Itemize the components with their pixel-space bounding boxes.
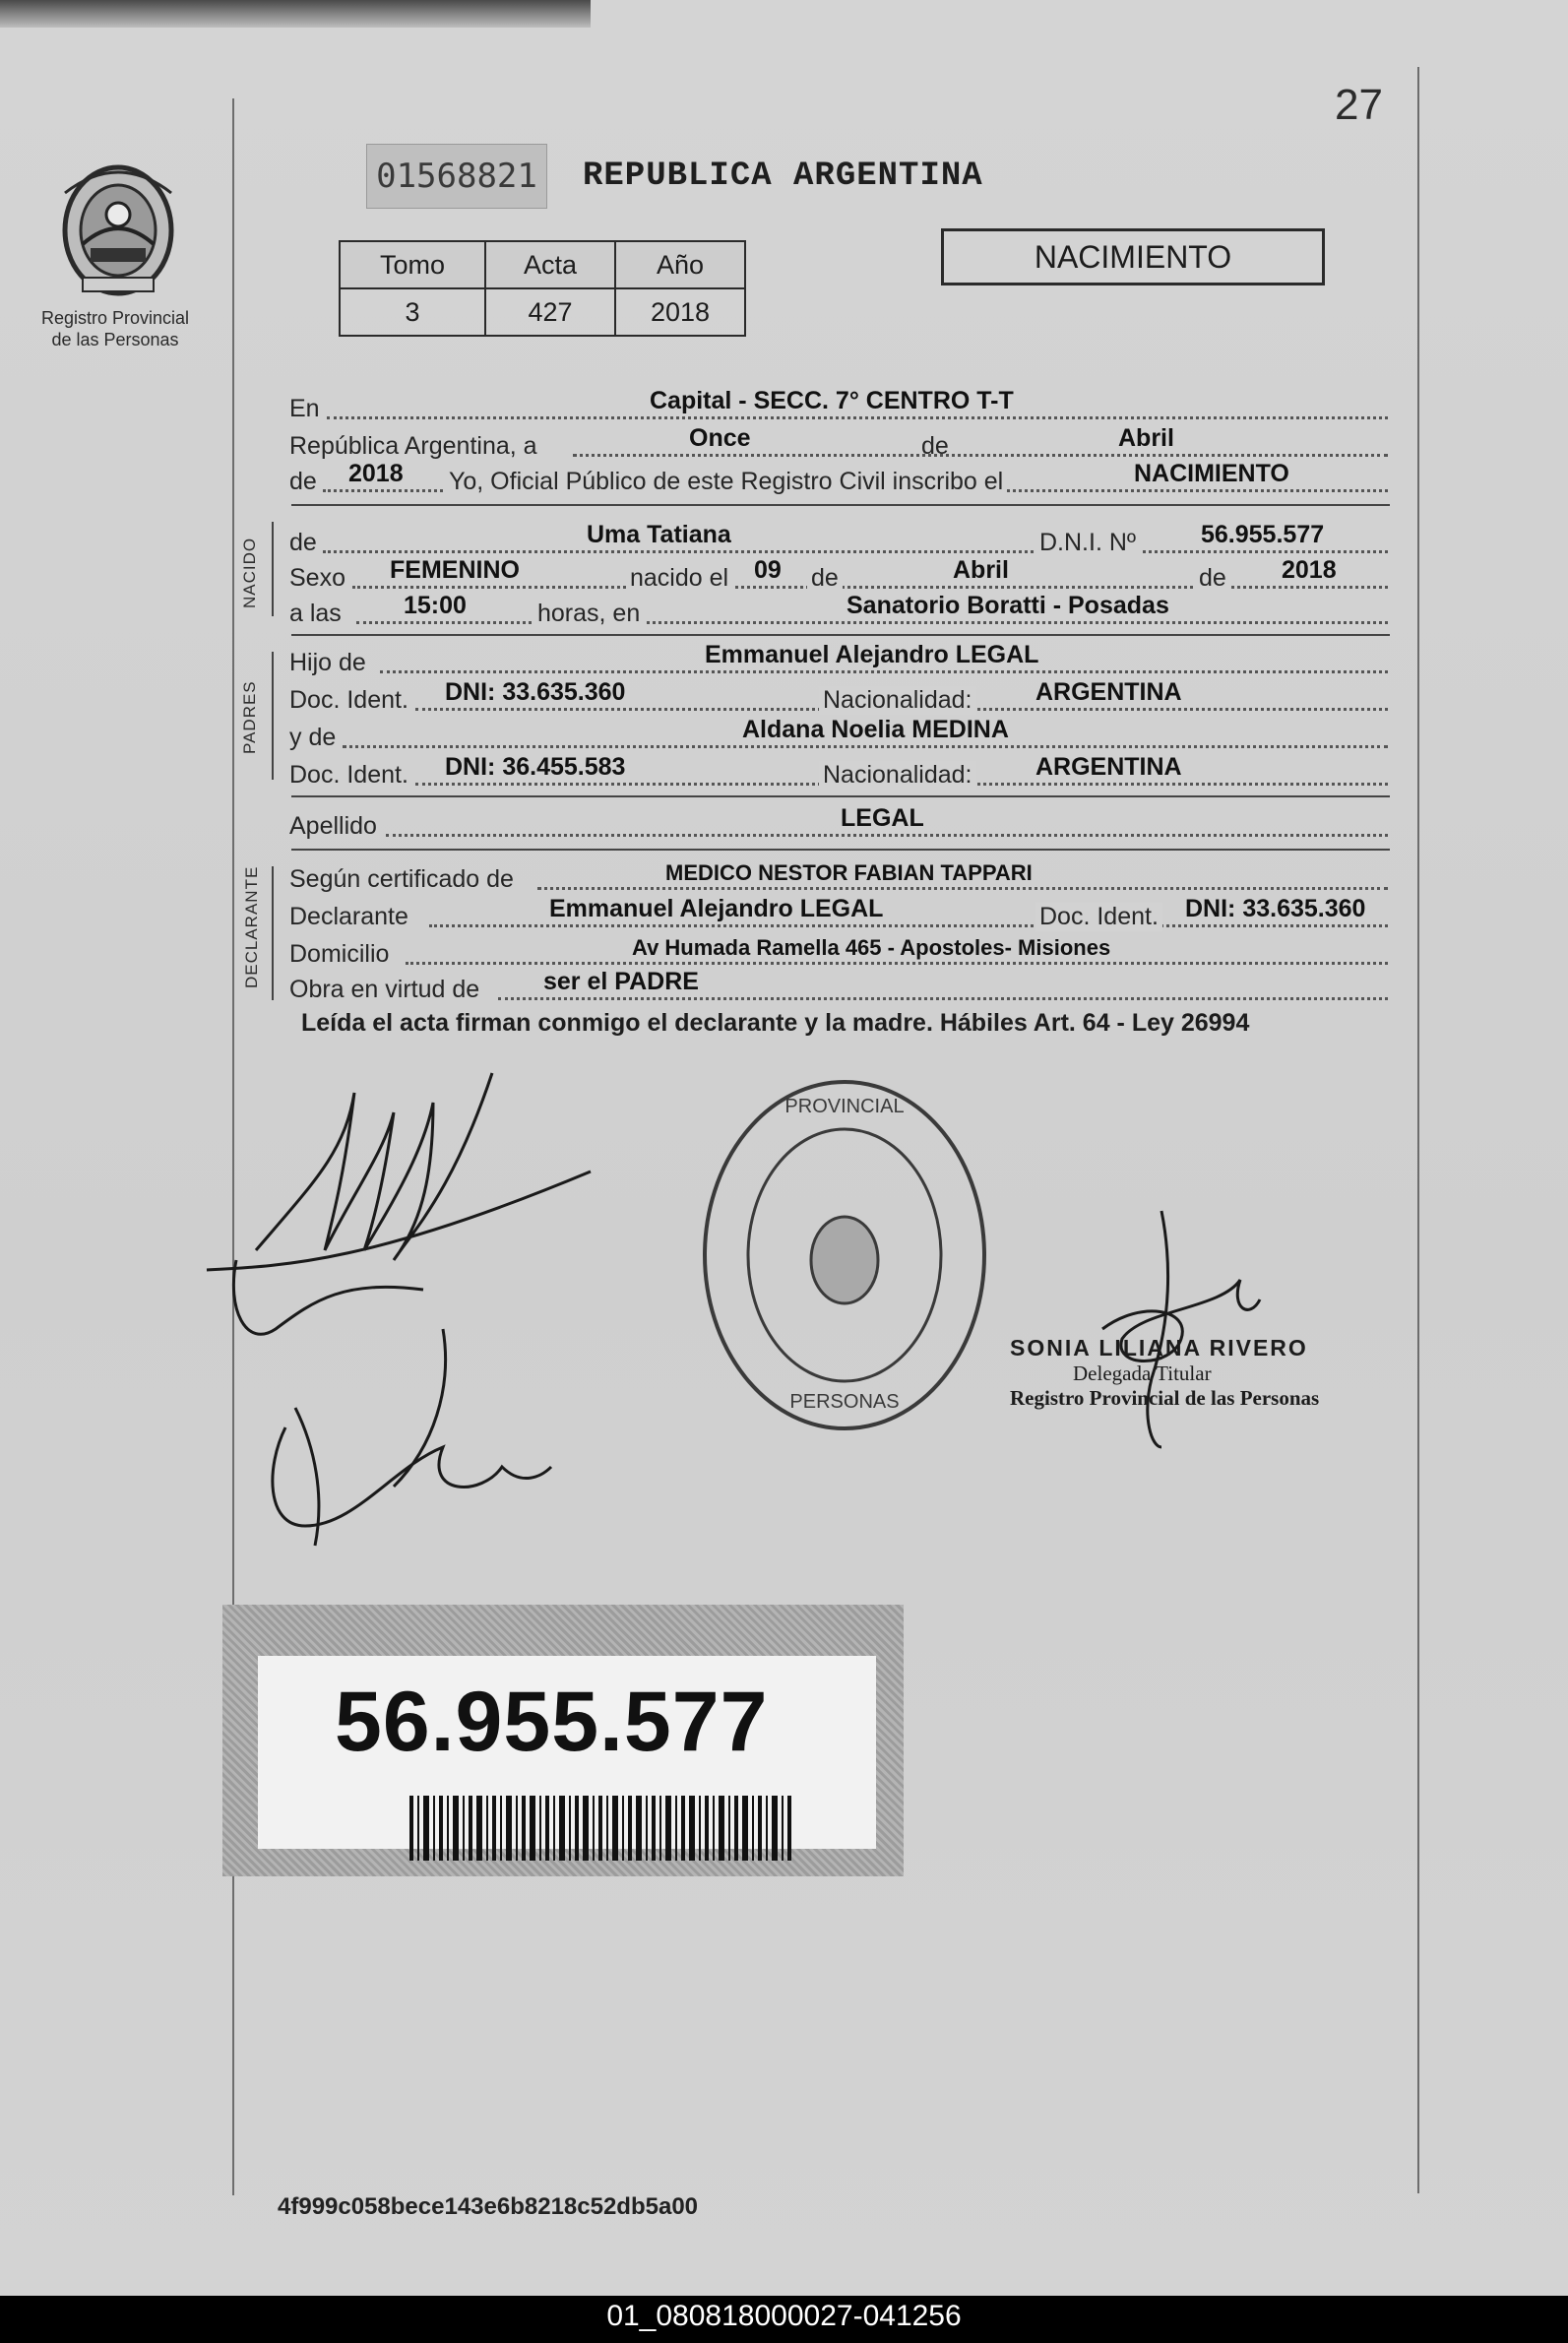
separator	[291, 795, 1390, 797]
label-a-las: a las	[289, 600, 342, 627]
label-domicilio: Domicilio	[289, 940, 390, 968]
row-apellido	[287, 805, 1388, 843]
section-nacido: NACIDO	[240, 537, 259, 608]
row-obra	[287, 969, 1388, 1006]
declarant-signature	[197, 1034, 610, 1565]
right-margin-line	[1417, 67, 1419, 2193]
section-bar-nacido	[272, 522, 274, 616]
value-madre-nacionalidad: ARGENTINA	[1035, 753, 1182, 781]
registry-caption	[22, 307, 209, 350]
label-y-de: y de	[289, 724, 337, 751]
value-padre: Emmanuel Alejandro LEGAL	[705, 641, 1039, 668]
row-domicilio	[287, 933, 1388, 971]
row-padre	[287, 642, 1388, 679]
value-madre-doc: DNI: 36.455.583	[445, 753, 626, 781]
label-doc-declarante: Doc. Ident.	[1035, 903, 1162, 931]
value-lugar: Capital - SECC. 7° CENTRO T-T	[650, 387, 1014, 414]
section-declarante: DECLARANTE	[242, 865, 261, 988]
barcode-icon	[409, 1796, 793, 1861]
signer-role: Delegada Titular	[1073, 1361, 1212, 1385]
label-segun-certificado: Según certificado de	[289, 865, 514, 893]
label-de-anio: de	[289, 468, 317, 495]
misiones-crest-icon	[49, 154, 187, 301]
header-anio: Año	[615, 241, 745, 288]
row-lugar	[287, 388, 1388, 425]
label-declarante: Declarante	[289, 903, 408, 930]
value-lugar-nacimiento: Sanatorio Boratti - Posadas	[847, 592, 1169, 619]
separator	[291, 504, 1390, 506]
label-doc-madre: Doc. Ident.	[289, 761, 408, 789]
closing-statement: Leída el acta firman conmigo el declarante y la madre. Hábiles Art. 64 - Ley 26994	[301, 1009, 1250, 1037]
svg-text:PROVINCIAL: PROVINCIAL	[784, 1096, 905, 1117]
document-hash: 4f999c058bece143e6b8218c52db5a00	[278, 2193, 699, 2220]
label-doc-padre: Doc. Ident.	[289, 686, 408, 714]
value-declarante-doc: DNI: 33.635.360	[1185, 895, 1366, 922]
record-table	[339, 240, 746, 337]
row-madre-doc	[287, 754, 1388, 792]
row-sexo-fecha	[287, 557, 1388, 595]
row-declarante	[287, 896, 1388, 933]
separator	[291, 634, 1390, 636]
label-horas-en: horas, en	[533, 600, 644, 628]
value-tipo-inscripcion: NACIMIENTO	[1134, 460, 1289, 487]
header-tomo: Tomo	[340, 241, 485, 288]
value-anio-registro: 2018	[348, 460, 404, 487]
label-nacido-el: nacido el	[626, 564, 732, 593]
signer-block	[1010, 1335, 1364, 1411]
row-madre	[287, 717, 1388, 754]
value-dia-nacimiento: 09	[754, 556, 782, 584]
record-type-box: NACIMIENTO	[941, 228, 1325, 285]
value-mes-nacimiento: Abril	[953, 556, 1009, 584]
header-acta: Acta	[485, 241, 615, 288]
value-padre-doc: DNI: 33.635.360	[445, 678, 626, 706]
value-certificado: MEDICO NESTOR FABIAN TAPPARI	[665, 860, 1033, 885]
value-hora: 15:00	[404, 592, 467, 619]
row-hora-lugar	[287, 593, 1388, 630]
registry-caption-line2: de las Personas	[51, 330, 179, 349]
row-fecha-registro	[287, 425, 1388, 463]
label-apellido: Apellido	[289, 812, 377, 840]
label-de-mes-nac: de	[807, 564, 843, 593]
registry-caption-line1: Registro Provincial	[40, 308, 190, 328]
signer-office: Registro Provincial de las Personas	[1010, 1386, 1320, 1410]
value-anio: 2018	[615, 288, 745, 336]
label-en: En	[289, 395, 320, 422]
value-mes-registro: Abril	[1118, 424, 1174, 452]
label-nacionalidad-madre: Nacionalidad:	[819, 761, 976, 790]
official-stamp-icon	[697, 1073, 992, 1437]
label-dni: D.N.I. Nº	[1035, 529, 1140, 557]
label-republica: República Argentina, a	[289, 432, 537, 460]
row-inscripcion	[287, 461, 1388, 498]
country-title: REPUBLICA ARGENTINA	[583, 158, 983, 195]
label-obra: Obra en virtud de	[289, 976, 480, 1003]
official-signature	[1083, 1201, 1280, 1457]
scan-footer	[0, 2296, 1568, 2343]
label-hijo-de: Hijo de	[289, 649, 366, 676]
label-sexo: Sexo	[289, 564, 345, 592]
label-de-nombre: de	[289, 529, 317, 556]
separator	[291, 849, 1390, 851]
value-anio-nacimiento: 2018	[1282, 556, 1337, 584]
value-madre: Aldana Noelia MEDINA	[742, 716, 1009, 743]
page-number: 27	[1335, 81, 1383, 129]
value-dia-registro: Once	[689, 424, 751, 452]
svg-text:PERSONAS: PERSONAS	[789, 1391, 900, 1413]
section-bar-declarante	[272, 866, 274, 1000]
row-nombre	[287, 522, 1388, 559]
dni-label-number: 56.955.577	[335, 1675, 769, 1769]
value-obra: ser el PADRE	[543, 968, 699, 995]
section-bar-padres	[272, 652, 274, 780]
value-nombre: Uma Tatiana	[587, 521, 731, 548]
scan-file-id: 01_080818000027-041256	[606, 2300, 962, 2332]
value-dni: 56.955.577	[1201, 521, 1325, 548]
row-padre-doc	[287, 679, 1388, 717]
value-declarante: Emmanuel Alejandro LEGAL	[549, 895, 884, 922]
value-acta: 427	[485, 288, 615, 336]
label-oficial: Yo, Oficial Público de este Registro Civil inscribo el	[445, 468, 1007, 496]
value-apellido: LEGAL	[841, 804, 924, 832]
dni-label	[222, 1605, 904, 1876]
value-tomo: 3	[340, 288, 485, 336]
value-domicilio: Av Humada Ramella 465 - Apostoles- Misiones	[632, 935, 1111, 960]
label-de-anio-nac: de	[1195, 564, 1230, 593]
serial-number: 01568821	[366, 144, 547, 209]
section-padres: PADRES	[240, 680, 259, 754]
signer-name: SONIA LILIANA RIVERO	[1010, 1335, 1308, 1361]
value-padre-nacionalidad: ARGENTINA	[1035, 678, 1182, 706]
row-certificado	[287, 858, 1388, 896]
value-sexo: FEMENINO	[390, 556, 520, 584]
label-de-mes: de	[921, 432, 949, 460]
label-nacionalidad-padre: Nacionalidad:	[819, 686, 976, 715]
